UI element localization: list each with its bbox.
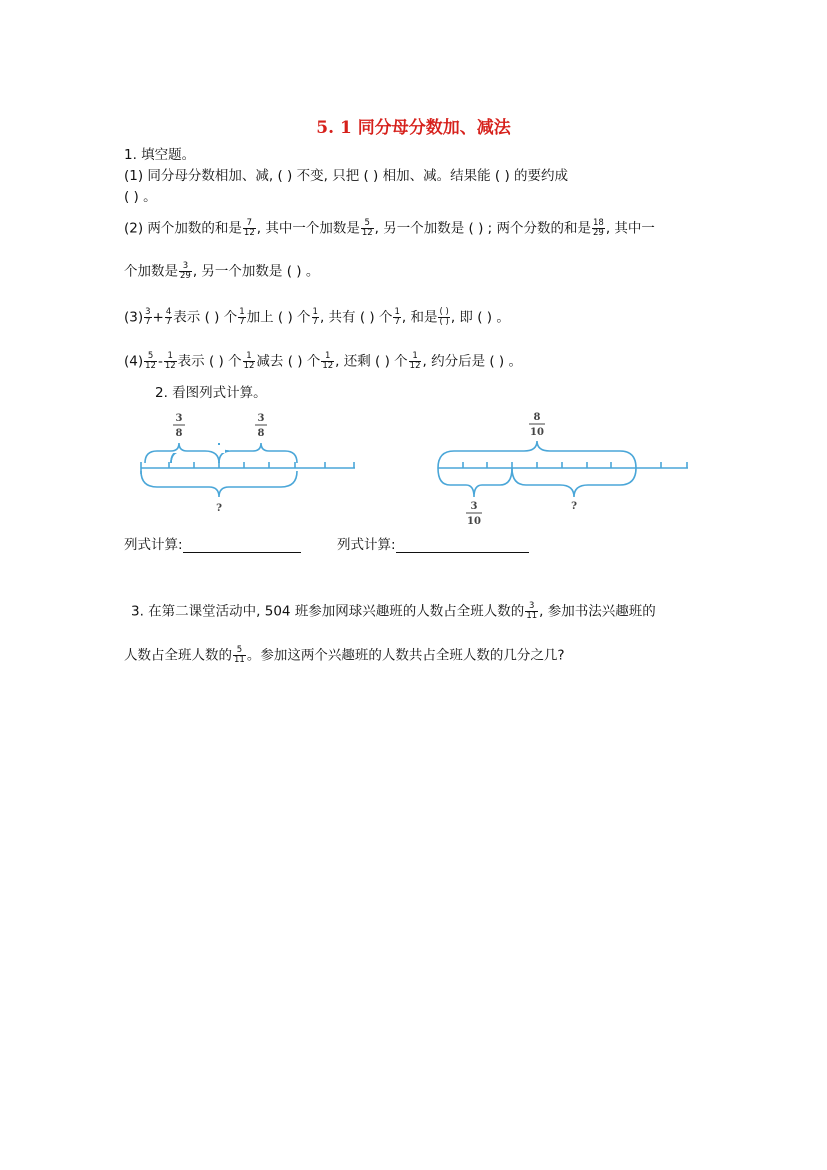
q1-part4-text: (4) bbox=[124, 353, 144, 370]
left-number-line-diagram bbox=[135, 405, 365, 525]
q1-part3-text: , 共有 ( ) 个 bbox=[319, 309, 393, 326]
q3-text: , 参加书法兴趣班的 bbox=[539, 603, 656, 620]
q1-part3-text: 表示 ( ) 个 bbox=[173, 309, 238, 326]
q3-line2 bbox=[124, 646, 565, 665]
q1-part1-line1: (1) 同分母分数相加、减, ( ) 不变, 只把 ( ) 相加、减。结果能 ( ) 的要约成 bbox=[124, 168, 569, 184]
fraction-1-12: $\frac{1}{12}$ bbox=[164, 351, 176, 371]
q1-part2-line1 bbox=[124, 219, 655, 238]
frac-label-den: 8 bbox=[257, 428, 265, 439]
answer-line-left bbox=[124, 537, 301, 553]
frac-label-den: 8 bbox=[175, 428, 183, 439]
q3-text: 人数占全班人数的 bbox=[124, 647, 232, 664]
fraction-1-7: $\frac{1}{7}$ bbox=[394, 307, 400, 327]
answer-blank[interactable] bbox=[396, 539, 529, 553]
q1-part2-text: 个加数是 bbox=[124, 263, 178, 280]
fraction-5-12: $\frac{5}{12}$ bbox=[361, 218, 373, 238]
fraction-1-7: $\frac{1}{7}$ bbox=[312, 307, 318, 327]
fraction-18-29: $\frac{18}{29}$ bbox=[593, 218, 604, 238]
q1-part4-text: 减去 ( ) 个 bbox=[256, 353, 321, 370]
frac-label-den: 10 bbox=[530, 427, 544, 438]
fraction-4-7: $\frac{4}{7}$ bbox=[165, 307, 172, 327]
q1-part2-text: (2) 两个加数的和是 bbox=[124, 220, 242, 237]
fraction-1-12: $\frac{1}{12}$ bbox=[322, 351, 334, 371]
q1-part2-text: , 其中一个加数是 bbox=[256, 220, 360, 237]
frac-label-den: 10 bbox=[467, 516, 481, 527]
q1-part4-text: , 还剩 ( ) 个 bbox=[335, 353, 408, 370]
q3-text: 3. 在第二课堂活动中, 504 班参加网球兴趣班的人数占全班人数的 bbox=[131, 603, 525, 620]
q1-part4-text: 表示 ( ) 个 bbox=[177, 353, 242, 370]
page-title: 5. 1 同分母分数加、减法 bbox=[316, 118, 511, 138]
fraction-3-29: $\frac{3}{29}$ bbox=[180, 261, 191, 281]
question-mark: ? bbox=[216, 503, 222, 514]
fraction-1-12: $\frac{1}{12}$ bbox=[243, 351, 255, 371]
q1-part3 bbox=[124, 308, 510, 327]
q1-part1-line2: ( ) 。 bbox=[124, 189, 157, 205]
q1-part4-text: , 约分后是 ( ) 。 bbox=[422, 353, 522, 370]
answer-label: 列式计算: bbox=[124, 537, 183, 553]
plus-sign: + bbox=[152, 309, 164, 326]
q1-part2-text: , 另一个加数是 ( ) 。 bbox=[192, 263, 320, 280]
q1-part3-text: (3) bbox=[124, 309, 144, 326]
q1-part2-line2 bbox=[124, 262, 319, 281]
blank-fraction: $\frac{( )}{( )}$ bbox=[439, 307, 449, 327]
q1-part2-text: , 另一个加数是 ( ) ; 两个分数的和是 bbox=[374, 220, 592, 237]
minus-sign: - bbox=[157, 353, 163, 370]
fraction-3-11: $\frac{3}{11}$ bbox=[526, 601, 538, 621]
frac-label-num: 8 bbox=[533, 412, 541, 423]
frac-label-num: 3 bbox=[470, 501, 478, 512]
fraction-1-12: $\frac{1}{12}$ bbox=[409, 351, 421, 371]
q1-part3-text: 加上 ( ) 个 bbox=[246, 309, 311, 326]
fraction-3-7: $\frac{3}{7}$ bbox=[145, 307, 151, 327]
answer-blank[interactable] bbox=[183, 539, 301, 553]
frac-label-num: 3 bbox=[257, 413, 265, 424]
fraction-1-7: $\frac{1}{7}$ bbox=[239, 307, 245, 327]
frac-label-num: 3 bbox=[175, 413, 183, 424]
q2-heading: 2. 看图列式计算。 bbox=[155, 385, 267, 401]
fraction-5-12: $\frac{5}{12}$ bbox=[145, 351, 156, 371]
answer-line-right bbox=[337, 537, 529, 553]
q1-part3-text: , 即 ( ) 。 bbox=[450, 309, 510, 326]
q1-heading: 1. 填空题。 bbox=[124, 147, 196, 163]
answer-label: 列式计算: bbox=[337, 537, 396, 553]
q3-line1 bbox=[131, 602, 656, 621]
right-number-line-diagram bbox=[430, 405, 695, 530]
q1-part4 bbox=[124, 352, 522, 371]
q3-text: 。参加这两个兴趣班的人数共占全班人数的几分之几? bbox=[246, 647, 565, 664]
q1-part2-text: , 其中一 bbox=[605, 220, 655, 237]
question-mark: ? bbox=[571, 501, 577, 512]
fraction-7-12: $\frac{7}{12}$ bbox=[243, 218, 255, 238]
q1-part3-text: , 和是 bbox=[401, 309, 438, 326]
fraction-5-11: $\frac{5}{11}$ bbox=[234, 645, 245, 665]
